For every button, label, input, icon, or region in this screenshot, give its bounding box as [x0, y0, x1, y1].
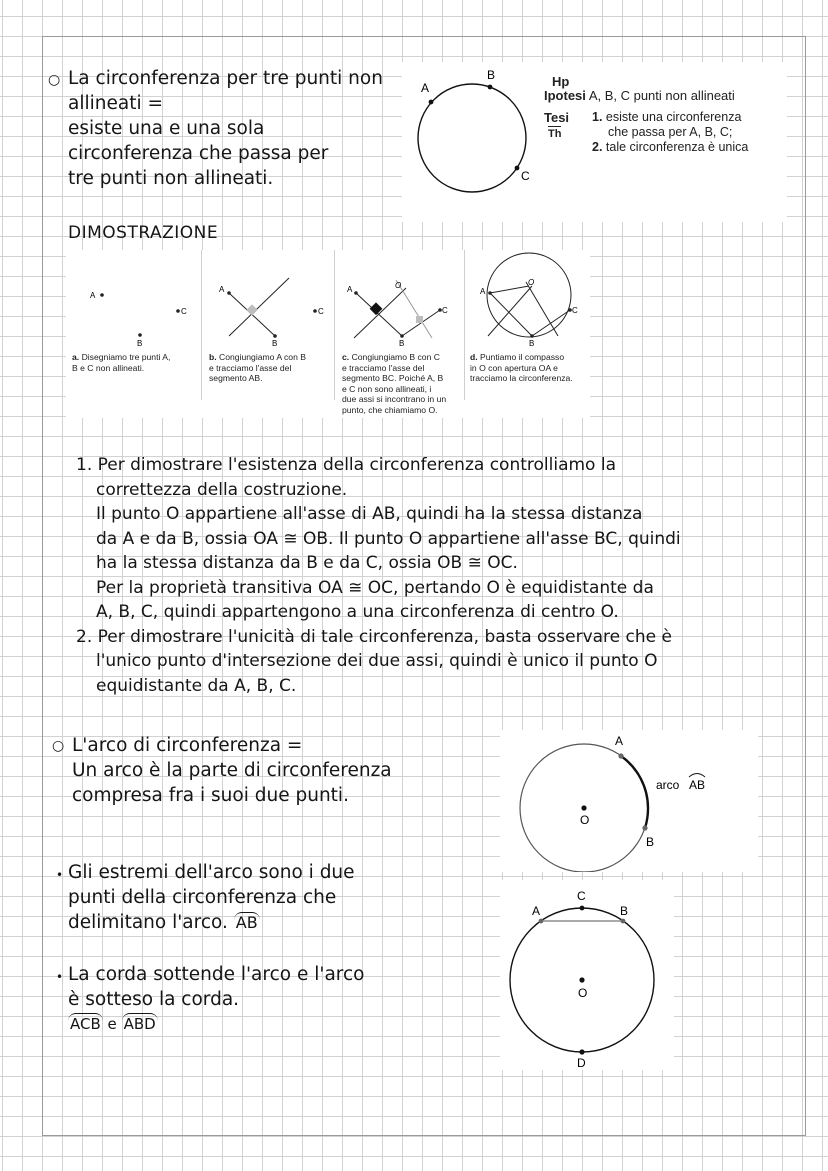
- arc-name-label: AB: [689, 778, 706, 792]
- proof-line: da A e da B, ossia OA ≅ OB. Il punto O appartiene all'asse BC, quindi: [96, 528, 681, 549]
- point-a-dot: [354, 291, 358, 295]
- point-a-dot: [488, 291, 492, 295]
- estremi-line: [68, 910, 355, 935]
- tesi-item: [592, 110, 748, 125]
- corda-line: è sotteso la corda.: [68, 989, 240, 1010]
- caption-line: e tracciamo l'asse del: [209, 362, 292, 373]
- arc-acb-notation: ACB: [70, 1015, 101, 1033]
- point-a-label: A: [532, 904, 541, 918]
- section1-body-line: esiste una e una sola: [68, 118, 265, 139]
- caption-line: Puntiamo il compasso: [480, 352, 565, 362]
- axis-ab: [229, 278, 289, 336]
- step-a-figure: [66, 250, 196, 350]
- step-b-caption: [209, 352, 306, 384]
- connector: e: [107, 1015, 117, 1033]
- proof-line: 2. Per dimostrare l'unicità di tale circonferenza, basta osservare che è: [76, 626, 672, 647]
- bullet-open: ○: [48, 72, 61, 88]
- point-b-label: B: [487, 68, 496, 82]
- section1-body-line: tre punti non allineati.: [68, 168, 274, 189]
- point-c-label: C: [442, 306, 448, 315]
- point-c-dot: [313, 309, 317, 313]
- th-label: Th: [548, 128, 562, 140]
- ipotesi-text: A, B, C punti non allineati: [588, 88, 735, 103]
- bullet-dot: •: [56, 868, 64, 882]
- point-b-dot: [488, 85, 493, 90]
- axis-ab: [354, 288, 406, 338]
- caption-line: Congiungiamo A con B: [219, 352, 306, 362]
- arc-symbol: [689, 774, 705, 778]
- point-b-dot: [621, 919, 626, 924]
- step-a-caption: [72, 352, 170, 373]
- proof-line: Per la proprietà transitiva OA ≅ OC, pertando O è equidistante da: [96, 577, 654, 598]
- point-a-dot: [429, 100, 434, 105]
- proof-line: correttezza della costruzione.: [96, 479, 348, 500]
- arco-definition: [72, 733, 392, 808]
- center-label: O: [578, 986, 588, 1000]
- point-b-label: B: [399, 339, 405, 348]
- caption-line: Congiungiamo B con C: [351, 352, 440, 362]
- point-b-dot: [530, 334, 534, 338]
- proof-line: l'unico punto d'intersezione dei due assi, quindi è unico il punto O: [96, 651, 658, 671]
- center-dot: [581, 805, 586, 810]
- step-c-caption: [342, 352, 446, 415]
- point-b-label: B: [646, 835, 655, 849]
- axis-bc: [526, 282, 558, 336]
- point-c-dot: [515, 166, 520, 171]
- three-points-circle-diagram: [402, 62, 552, 222]
- tesi-item: [592, 140, 748, 155]
- step-d-caption: [470, 352, 573, 384]
- tesi-item-text: tale circonferenza è unica: [605, 140, 749, 154]
- point-d-label: D: [577, 1056, 586, 1070]
- point-a-label: A: [90, 291, 96, 300]
- circle: [418, 84, 526, 192]
- step-letter: d.: [470, 352, 478, 362]
- point-a-label: A: [421, 81, 430, 95]
- section1-title-line: allineati =: [68, 93, 163, 114]
- arco-body-line: compresa fra i suoi due punti.: [72, 785, 349, 806]
- point-a-dot: [618, 753, 623, 758]
- point-c-dot: [580, 906, 585, 911]
- point-a-label: A: [480, 287, 486, 296]
- point-b-dot: [642, 825, 647, 830]
- caption-line: punto, che chiamiamo O.: [342, 404, 438, 415]
- arc-ab: [621, 756, 648, 828]
- estremi-text: [68, 860, 355, 935]
- caption-line: segmento AB.: [209, 373, 263, 383]
- step-letter: b.: [209, 352, 217, 362]
- step-letter: a.: [72, 352, 80, 362]
- point-o-label: O: [395, 281, 402, 290]
- tesi-label: Tesi: [544, 110, 570, 125]
- point-c-label: C: [318, 307, 324, 316]
- divider: [464, 250, 465, 400]
- point-c-label: C: [572, 306, 578, 315]
- point-b-dot: [138, 333, 142, 337]
- point-a-label: A: [615, 734, 624, 748]
- point-b-dot: [273, 334, 277, 338]
- point-b-label: B: [137, 339, 143, 348]
- caption-line: segmento BC. Poiché A, B: [342, 373, 444, 383]
- point-c-label: C: [521, 169, 530, 183]
- segment-ab: [490, 293, 532, 336]
- divider: [334, 250, 335, 400]
- point-c-label: C: [577, 889, 586, 903]
- divider: [201, 250, 202, 400]
- step-b-figure: [203, 250, 333, 350]
- step-d-figure: [466, 250, 590, 350]
- arc-diagram: [500, 730, 758, 872]
- axis-ab: [488, 286, 532, 336]
- axis-bc: [396, 280, 432, 338]
- arco-title: L'arco di circonferenza =: [72, 735, 303, 756]
- caption-line: e C non sono allineati, i: [342, 383, 432, 394]
- construction-steps: [66, 250, 590, 418]
- caption-line: in O con apertura OA e: [470, 362, 558, 373]
- step-c-figure: [336, 250, 466, 350]
- caption-line: tracciamo la circonferenza.: [470, 373, 573, 383]
- caption-line: Disegniamo tre punti A,: [81, 352, 171, 362]
- point-b-label: B: [529, 339, 535, 348]
- bullet-dot: •: [56, 970, 64, 984]
- segment-bc: [532, 310, 570, 336]
- arc-label: arco: [656, 778, 680, 792]
- ipotesi-label: Ipotesi: [544, 88, 586, 103]
- caption-line: due assi si incontrano in un: [342, 394, 447, 404]
- point-b-label: B: [272, 339, 278, 348]
- arc-abd-notation: ABD: [123, 1015, 156, 1033]
- proof-line: 1. Per dimostrare l'esistenza della circonferenza controlliamo la: [76, 455, 616, 475]
- tesi-list: [592, 110, 748, 155]
- corda-line: La corda sottende l'arco e l'arco: [68, 964, 365, 985]
- proof-line: ha la stessa distanza da B e da C, ossia OB ≅ OC.: [96, 553, 518, 573]
- step-letter: c.: [342, 352, 350, 362]
- dimostrazione-heading: DIMOSTRAZIONE: [68, 223, 219, 243]
- point-c-label: C: [181, 307, 187, 316]
- point-a-dot: [539, 919, 544, 924]
- right-angle-mark: [246, 304, 257, 315]
- section1-definition: [68, 66, 383, 191]
- section1-body-line: circonferenza che passa per: [68, 143, 329, 164]
- arc-ab-notation: AB: [235, 913, 258, 932]
- radius-oa: [490, 286, 529, 293]
- bullet-open: ○: [52, 738, 65, 754]
- proof-text: [76, 453, 681, 698]
- point-a-label: A: [219, 285, 225, 294]
- circle: [487, 253, 571, 337]
- corda-text: [68, 962, 364, 1037]
- section1-title-line: La circonferenza per tre punti non: [68, 68, 383, 89]
- proof-line: equidistante da A, B, C.: [96, 675, 297, 696]
- point-b-dot: [400, 334, 404, 338]
- caption-line: e tracciamo l'asse del: [342, 362, 425, 373]
- proof-line: Il punto O appartiene all'asse di AB, quindi ha la stessa distanza: [96, 504, 643, 524]
- estremi-line: punti della circonferenza che: [68, 887, 337, 908]
- corda-arcs: [68, 1012, 364, 1037]
- estremi-line: Gli estremi dell'arco sono i due: [68, 862, 355, 883]
- center-label: O: [580, 813, 590, 827]
- tesi-item-number: 2.: [592, 140, 603, 154]
- tesi-item-number: 1.: [592, 110, 603, 124]
- tesi-item-text: esiste una circonferenza: [605, 110, 742, 124]
- caption-line: B e C non allineati.: [72, 362, 145, 373]
- theorem-panel: [402, 62, 787, 222]
- ipotesi-row: [544, 88, 735, 103]
- point-o-label: O: [528, 278, 535, 287]
- estremi-line-text: delimitano l'arco.: [68, 912, 228, 933]
- chord-diagram: [500, 880, 674, 1070]
- center-dot: [579, 977, 584, 982]
- point-d-dot: [579, 1049, 584, 1054]
- proof-line: A, B, C, quindi appartengono a una circonferenza di centro O.: [96, 602, 619, 622]
- tesi-item-cont: che passa per A, B, C;: [608, 125, 733, 139]
- point-a-dot: [227, 291, 231, 295]
- point-a-label: A: [347, 285, 353, 294]
- point-c-dot: [176, 309, 180, 313]
- point-b-label: B: [620, 904, 629, 918]
- right-angle-mark: [416, 316, 423, 323]
- hp-label: Hp: [552, 74, 570, 89]
- point-a-dot: [100, 293, 104, 297]
- chord-diagram-panel: [500, 880, 674, 1070]
- arc-diagram-panel: [500, 730, 758, 872]
- arco-body-line: Un arco è la parte di circonferenza: [72, 760, 392, 781]
